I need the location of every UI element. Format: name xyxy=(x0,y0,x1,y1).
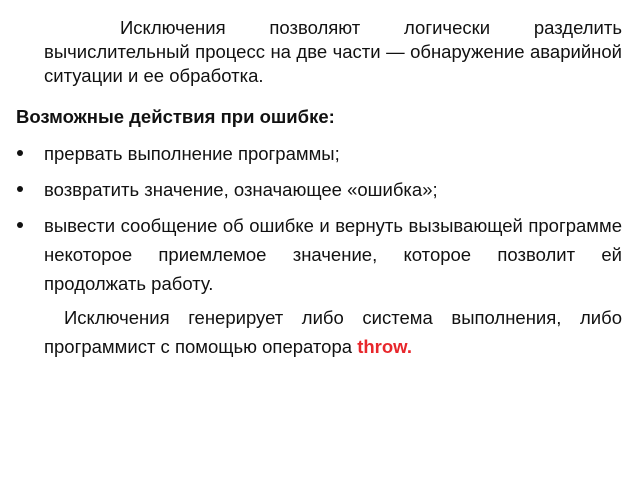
intro-paragraph: Исключения позволяют логически разделить вычислительный процесс на две части — обнаружение аварийной ситуации и ее обработка. xyxy=(44,17,622,86)
bullet-icon xyxy=(17,150,23,156)
outro-text: Исключения генерирует либо система выполнения, либо программист с помощью оператора xyxy=(44,307,622,357)
bullet-icon xyxy=(17,222,23,228)
list-item-text: возвратить значение, означающее «ошибка»; xyxy=(44,179,438,200)
list-item-text: вывести сообщение об ошибке и вернуть вызывающей программе некоторое приемлемое значение, которое позволит ей продолжать работу. xyxy=(44,215,622,294)
actions-list xyxy=(16,139,622,305)
list-item xyxy=(16,211,622,298)
outro-paragraph xyxy=(44,303,622,361)
bullet-icon xyxy=(17,186,23,192)
actions-heading: Возможные действия при ошибке: xyxy=(16,106,335,127)
list-item xyxy=(16,139,622,168)
list-item-text: прервать выполнение программы; xyxy=(44,143,340,164)
throw-keyword: throw. xyxy=(357,336,412,357)
list-item xyxy=(16,175,622,204)
